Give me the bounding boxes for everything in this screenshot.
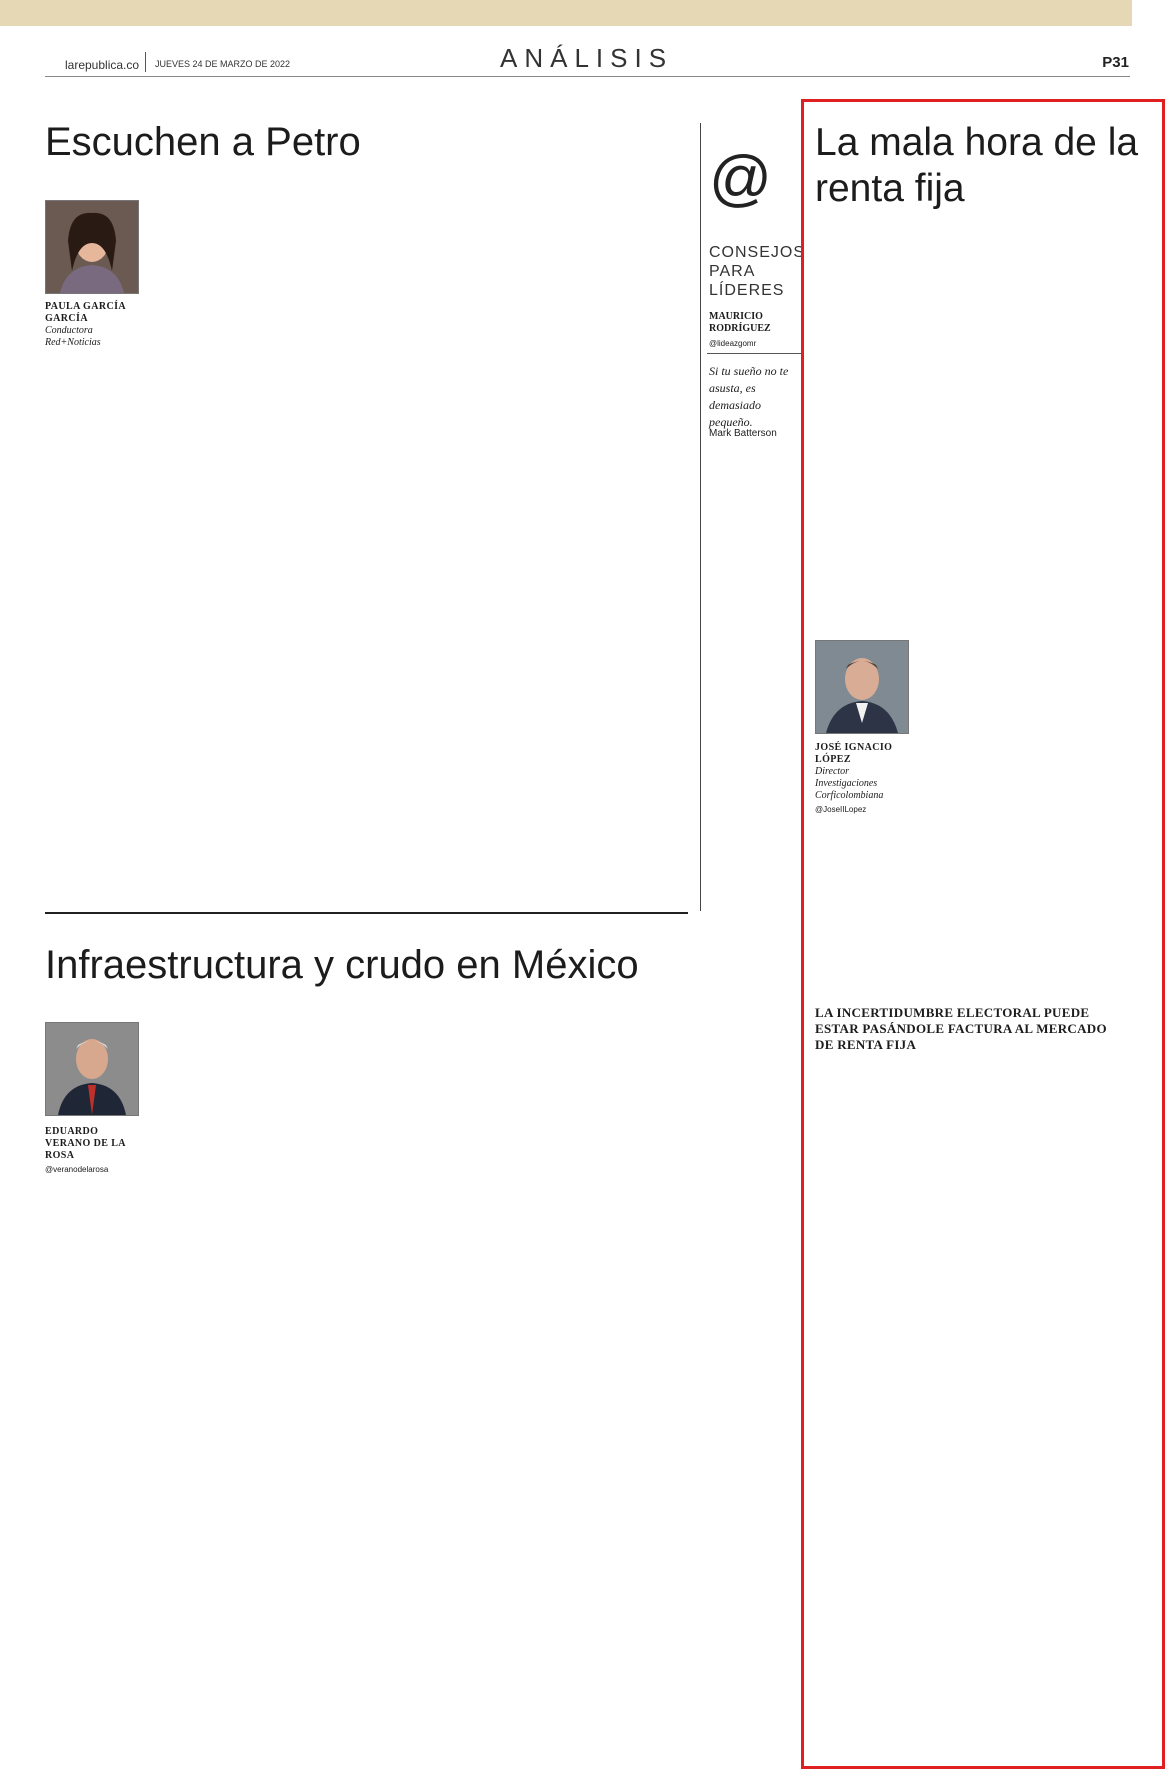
article-renta-body-1 [815,862,1133,992]
article-renta-body-2 [815,1090,1133,1745]
headline-mexico: Infraestructura y crudo en México [45,943,639,987]
author-handle[interactable]: @JoseIILopez [815,805,867,814]
top-color-band [0,0,1132,26]
article-renta-subhead: LA INCERTIDUMBRE ELECTORAL PUEDE ESTAR PASÁNDOLE FACTURA AL MERCADO DE RENTA FIJA [815,1005,1107,1052]
sidebar-quote-author: Mark Batterson [709,428,777,439]
article-renta-beside-photo [920,632,1133,862]
article-petro-col-3 [485,197,689,887]
author-name: JOSÉ IGNACIO LÓPEZ [815,742,893,765]
author-photo-jose [815,640,909,734]
sidebar-author-name: MAURICIO RODRÍGUEZ [709,311,771,334]
article-divider [45,912,688,914]
author-name: EDUARDO VERANO DE LA ROSA [45,1126,126,1161]
sidebar-author-handle: @lideazgomr [709,339,757,348]
article-petro-col-1 [45,197,249,887]
sidebar-rule [707,353,802,354]
headline-petro: Escuchen a Petro [45,120,361,164]
sidebar-consejos [700,123,808,911]
author-handle[interactable]: @veranodelarosa [45,1165,109,1174]
article-petro-col-2 [265,197,469,887]
author-role: Director Investigaciones Corficolombiana [815,766,884,801]
byline-jose [815,742,907,816]
at-symbol: @ [709,144,772,213]
article-mexico-col-3 [485,1020,689,1760]
article-mexico-col-2 [265,1020,469,1760]
header-divider [145,52,146,72]
article-renta-intro [815,247,1133,632]
author-role: Conductora Red+Noticias [45,325,101,348]
sidebar-kicker: CONSEJOS PARA LÍDERES [709,244,806,299]
section-title: ANÁLISIS [500,43,674,73]
page-number: P31 [1102,54,1129,71]
header-rule [45,76,1130,77]
sidebar-quote: Si tu sueño no te asusta, es demasiado pequeño. [709,364,789,429]
site-name[interactable]: larepublica.co [65,58,140,72]
author-name: PAULA GARCÍA GARCÍA [45,301,126,324]
issue-date: JUEVES 24 DE MARZO DE 2022 [155,59,291,69]
headline-renta-fija: La mala hora de la renta fija [815,121,1139,210]
article-mexico-col-1 [45,1020,249,1760]
